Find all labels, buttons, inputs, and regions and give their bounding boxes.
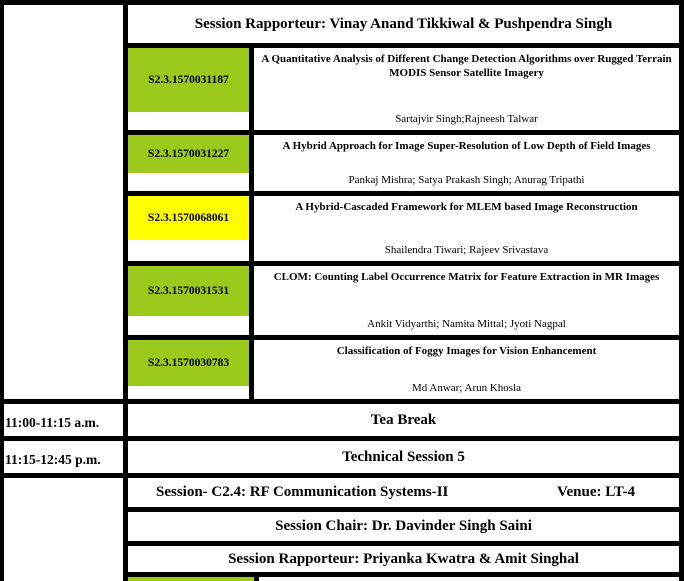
paper-id-badge: S2.3.1570031227 <box>128 135 249 173</box>
paper-title: A Hybrid-Cascaded Framework for MLEM based Image Reconstruction <box>295 201 638 213</box>
paper-id-badge: S2.3.1570031531 <box>128 266 249 316</box>
session-content-column <box>128 0 684 404</box>
paper-row <box>128 340 684 404</box>
paper-details-cell <box>254 340 679 399</box>
paper-details-cell <box>254 266 679 335</box>
venue-label: Venue: LT-4 <box>557 484 635 500</box>
time-cell <box>0 441 128 478</box>
session-chair-header <box>128 512 684 546</box>
paper-details-cell <box>254 196 679 261</box>
next-paper-id-partial <box>128 577 254 581</box>
paper-title: Classification of Foggy Images for Vision Enhancement <box>336 345 597 357</box>
session-rapporteur-header <box>128 0 684 48</box>
paper-row <box>128 266 684 340</box>
next-session-content-column <box>128 478 684 581</box>
session-rapporteur-text: Session Rapporteur: Vinay Anand Tikkiwal & Pushpendra Singh <box>194 15 613 32</box>
paper-id-badge: S2.3.1570031187 <box>128 48 249 112</box>
paper-authors: Sartajvir Singh;Rajneesh Talwar <box>395 112 538 125</box>
time-text: 11:00-11:15 a.m. <box>5 415 100 430</box>
time-text: 11:15-12:45 p.m. <box>5 452 101 467</box>
next-paper-row-partial <box>128 577 684 581</box>
paper-row <box>128 48 684 135</box>
paper-details-cell <box>254 48 679 130</box>
paper-id-badge: S2.3.1570030783 <box>128 340 249 386</box>
paper-row <box>128 135 684 196</box>
paper-authors: Shailendra Tiwari; Rajeev Srivastava <box>384 243 549 256</box>
session-chair-text: Session Chair: Dr. Davinder Singh Saini <box>275 518 532 534</box>
paper-title: CLOM: Counting Label Occurrence Matrix for Feature Extraction in MR Images <box>273 271 660 283</box>
paper-row <box>128 196 684 266</box>
paper-id-cell <box>128 266 254 335</box>
next-session-rapporteur-text: Session Rapporteur: Priyanka Kwatra & Amit Singhal <box>228 550 579 567</box>
next-session-rapporteur-header <box>128 546 684 577</box>
schedule-row-tea-break <box>0 404 684 441</box>
paper-id-badge: S2.3.1570068061 <box>128 196 249 240</box>
paper-title: A Quantitative Analysis of Different Change Detection Algorithms over Rugged Terrain MODIS Sensor Satellite Imagery <box>261 53 672 80</box>
paper-authors: Md Anwar; Arun Khosla <box>411 381 522 394</box>
paper-authors: Pankaj Mishra; Satya Prakash Singh; Anurag Tripathi <box>348 173 585 186</box>
empty-time-column-cell <box>0 478 128 581</box>
next-session-title: Session- C2.4: RF Communication Systems-II <box>156 484 449 500</box>
technical-session-label: Technical Session 5 <box>128 441 684 478</box>
next-session-title-row <box>128 478 684 512</box>
tea-break-label: Tea Break <box>128 404 684 441</box>
time-cell <box>0 404 128 441</box>
paper-id-cell <box>128 340 254 399</box>
next-paper-title-partial <box>259 577 684 581</box>
next-session-block <box>0 478 684 581</box>
paper-title: A Hybrid Approach for Image Super-Resolution of Low Depth of Field Images <box>282 140 651 152</box>
paper-id-cell <box>128 196 254 261</box>
paper-id-cell <box>128 48 254 130</box>
empty-time-column-cell <box>0 0 128 404</box>
paper-details-cell <box>254 135 679 191</box>
paper-id-cell <box>128 135 254 191</box>
paper-authors: Ankit Vidyarthi; Namita Mittal; Jyoti Nagpal <box>367 317 566 330</box>
schedule-row-technical-session <box>0 441 684 478</box>
